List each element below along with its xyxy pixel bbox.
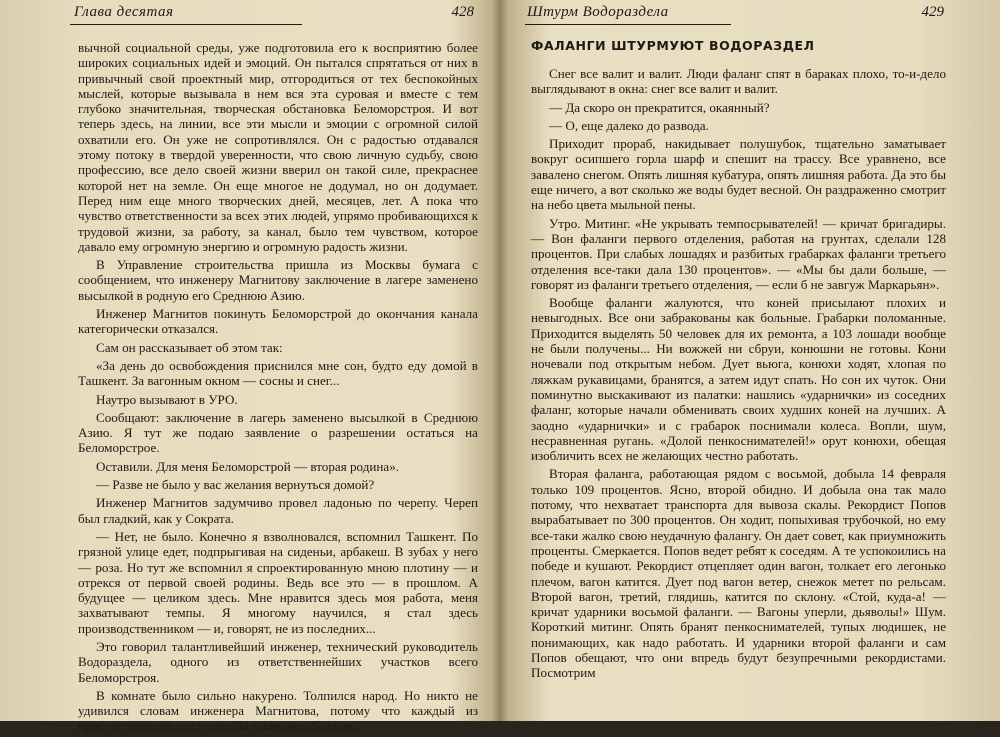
paragraph: Это говорил талантливейший инженер, технический руководитель Водораздела, одного из ответственнейших участков всего Беломорстроя. bbox=[78, 638, 478, 685]
paragraph: В Управление строительства пришла из Москвы бумага с сообщением, что инженеру Магнитову заключение в лагере заменено высылкой в родную его Среднюю Азию. bbox=[78, 257, 478, 303]
paragraph: «За день до освобождения приснился мне сон, будто еду домой в Ташкент. За вагонным окном — сосны и снег... bbox=[78, 357, 478, 389]
right-running-title: Штурм Водораздела bbox=[527, 4, 669, 20]
left-body-text bbox=[78, 40, 478, 737]
paragraph: Вторая фаланга, работающая рядом с восьмой, добыла 14 февраля только 109 процентов. Ясно, второй обидно. И добыла она так мало потому, что нехватает транспорта для вывоза скалы. Рекордист Попов вырабатывает по 300 процентов. Он ходит, попыхивая трубочкой, но ему все-таки жалко свою неудачную фалангу. Он дает совет, как приумножить проценты. Смеркается. Попов ведет ребят к соседям. А те успокоились на победе и кушают. Рекордист отцепляет один вагон, толкает его легонько плечом, вагон катится. Дует под вагон ветер, снежок метет по рельсам. Второй вагон, третий, глядишь, катится по склону. «Стой, куда-а! — кричат ударники восьмой фаланги. — Вагоны уперли, дьяволы!» Шум. Короткий митинг. Опять бранят пенкоснимателей, тупых людишек, не понимающих, как надо работать. И ударники второй фаланги и сам Попов обещают, что они впредь будут безупречными рекордистами. Посмотрим bbox=[531, 466, 946, 681]
paragraph: Снег все валит и валит. Люди фаланг спят в бараках плохо, то-и-дело выглядывают в окна: снег все валит и валит. bbox=[531, 66, 946, 97]
paragraph: — Да скоро он прекратится, окаянный? bbox=[549, 99, 770, 115]
section-title: ФАЛАНГИ ШТУРМУЮТ ВОДОРАЗДЕЛ bbox=[531, 38, 815, 53]
paragraph: Инженер Магнитов покинуть Беломорстрой до окончания канала категорически отказался. bbox=[78, 306, 478, 337]
paragraph: — Нет, не было. Конечно я взволновался, вспомнил Ташкент. По грязной улице едет, подпрыгивая на сиденьи, арбакеш. В зубах у него — роза. Но тут же вспомнил я спроектированную мною плотину — и отрекся от первой своей родины. Ведь все это — в прошлом. А будущее — целиком здесь. Мне нравится здесь моя работа, меня захватывают темпы. Я многому научился, я стал здесь производственником — и, говорят, не из последних... bbox=[78, 528, 478, 636]
left-running-head bbox=[60, 4, 480, 26]
paragraph: Инженер Магнитов задумчиво провел ладонью по черепу. Череп был гладкий, как у Сократа. bbox=[78, 495, 478, 526]
paragraph: — О, еще далеко до развода. bbox=[549, 117, 709, 133]
left-head-rule bbox=[70, 24, 302, 25]
paragraph: Наутро вызывают в УРО. bbox=[96, 391, 238, 407]
paragraph: Приходит прораб, накидывает полушубок, тщательно заматывает вокруг осипшего горла шарф и спешит на трассу. Все уравнено, все завалено снегом. Опять лишняя кубатура, опять лишняя работа. Да это бы еще ничего, а вот сколько же воды будет весной. Он раздраженно смотрит на небо цвета мыльной пены. bbox=[531, 136, 946, 213]
paragraph: Вообще фаланги жалуются, что коней присылают плохих и невыгодных. Все они забракованы как больные. Грабарки поломанные. Приходится выделять 50 человек для их ремонта, а 103 лошади вообще не были получены... Ни вожжей ни сбруи, конюшни не готовы. Кони ночевали под открытым небом. Дует вьюга, конюхи ходят, хлопая по ляжкам рукавицами, бранятся, а затем идут спать. Но сон их чуток. Они поминутно выскакивают из палатки: нашлись «ударнички» из соседних фаланг, которые начали обменивать своих худших коней на лучших. А заодно «ударнички» и с грабарок поснимали колеса. Вопли, шум, несравненная ругань. «Долой пенкоснимателей!» орут конюхи, обещая изобличить всех не желающих честно работать. bbox=[531, 295, 946, 464]
paragraph: Сам он рассказывает об этом так: bbox=[96, 339, 283, 355]
paragraph: Сообщают: заключение в лагерь заменено высылкой в Среднюю Азию. Я тут же подаю заявление о разрешении остаться на Беломорстрое. bbox=[78, 409, 478, 456]
paragraph: — Разве не было у вас желания вернуться домой? bbox=[96, 477, 375, 493]
right-page bbox=[525, 0, 950, 721]
left-running-title: Глава десятая bbox=[74, 4, 174, 20]
left-page bbox=[60, 0, 480, 734]
right-page-number: 429 bbox=[921, 4, 944, 20]
paragraph: Утро. Митинг. «Не укрывать темпосрывателей! — кричат бригадиры. — Вон фаланги первого отделения, работая на грунтах, сделали 128 процентов. При слабых лошадях и разбитых грабарках фаланги третьего отделения все-таки дала 130 процентов». — «Мы бы дали больше, — говорят из фаланги третьего отделения, — если б не завгуж Маркарьян». bbox=[531, 215, 946, 292]
right-head-rule bbox=[525, 24, 731, 25]
paragraph: Оставили. Для меня Беломорстрой — вторая родина». bbox=[96, 458, 400, 474]
paragraph: вычной социальной среды, уже подготовила его к восприятию более широких социальных идей и эмоций. Он пытался спрятаться от них в привычный свой проектный мир, отгородиться от тех беспокойных мыслей, которые вызывала в нем вся эта суровая и вместе с тем глубоко значительная, творческая обстановка Беломорстроя. И вот теперь здесь, на линии, все эти мысли и эмоции с огромной силой охватили его. Он уже не сопротивлялся. Он с радостью отдавался этому потоку в твердой уверенности, что свою личную судьбу, свою профессию, все дело своей жизни вверил он такой силе, прекраснее которой нет на земле. Он еще многое не додумал, но он додумает. Перед ним еще много творческих дней, месяцев, лет. А пока что чувство ответственности за всех этих людей, упрямо пробивающихся к трудовой жизни, за работу, за канал, было тем чувством, которое давало ему огромную энергию и огромную радость жизни. bbox=[78, 40, 478, 254]
right-body-text bbox=[531, 66, 946, 684]
right-running-head bbox=[525, 4, 950, 26]
paragraph: В комнате было сильно накурено. Толпился народ. Но никто не удивился словам инженера Магнитова, потому что каждый из присутствующих поступил бы таким же образом... bbox=[78, 687, 478, 734]
left-page-number: 428 bbox=[451, 4, 474, 20]
